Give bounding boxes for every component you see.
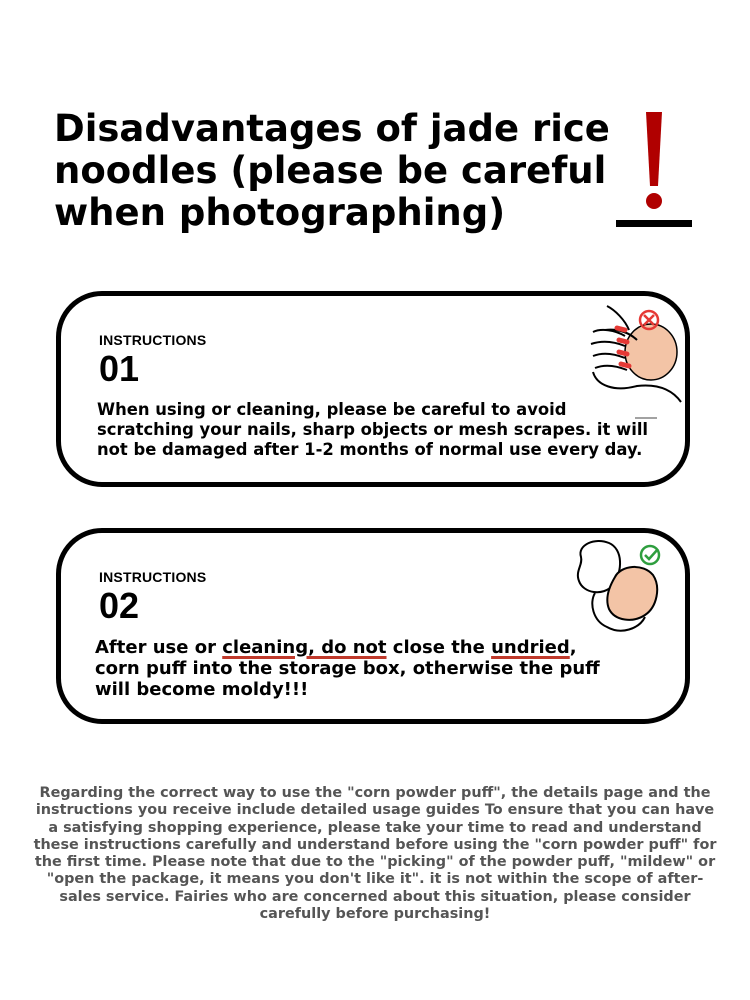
instruction-card-01: [56, 291, 690, 487]
disclaimer-text: Regarding the correct way to use the "corn powder puff", the details page and the instructions you receive include detailed usage guides To ensure that you can have a satisfying shopping experience, please take your time to read and understand these instructions carefully and understand before using the "corn powder puff" for the first time. Please note that due to the "picking" of the powder puff, "mildew" or "open the package, it means you don't like it". it is not within the scope of after-sales service. Fairies who are concerned about this situation, please consider carefully before purchasing!: [33, 785, 717, 923]
instruction-text: When using or cleaning, please be careful to avoid scratching your nails, sharp objects or mesh scrapes. it will not be damaged after 1-2 months of normal use every day.: [97, 400, 649, 459]
instruction-card-02: [56, 528, 690, 724]
instruction-number: 01: [99, 348, 140, 389]
page-title: Disadvantages of jade rice noodles (please be careful when photographing): [54, 107, 610, 234]
hand-scratching-puff-illustration: [585, 300, 689, 420]
check-circle-icon: [641, 546, 659, 564]
puff-storage-illustration: [571, 537, 667, 641]
instruction-number: 02: [99, 585, 140, 626]
exclamation-icon: [612, 106, 696, 232]
instruction-label: INSTRUCTIONS: [99, 332, 207, 348]
instruction-text: After use or cleaning, do not close the undried, corn puff into the storage box, otherwise the puff will become moldy!!!: [95, 637, 600, 700]
instruction-label: INSTRUCTIONS: [99, 569, 207, 585]
